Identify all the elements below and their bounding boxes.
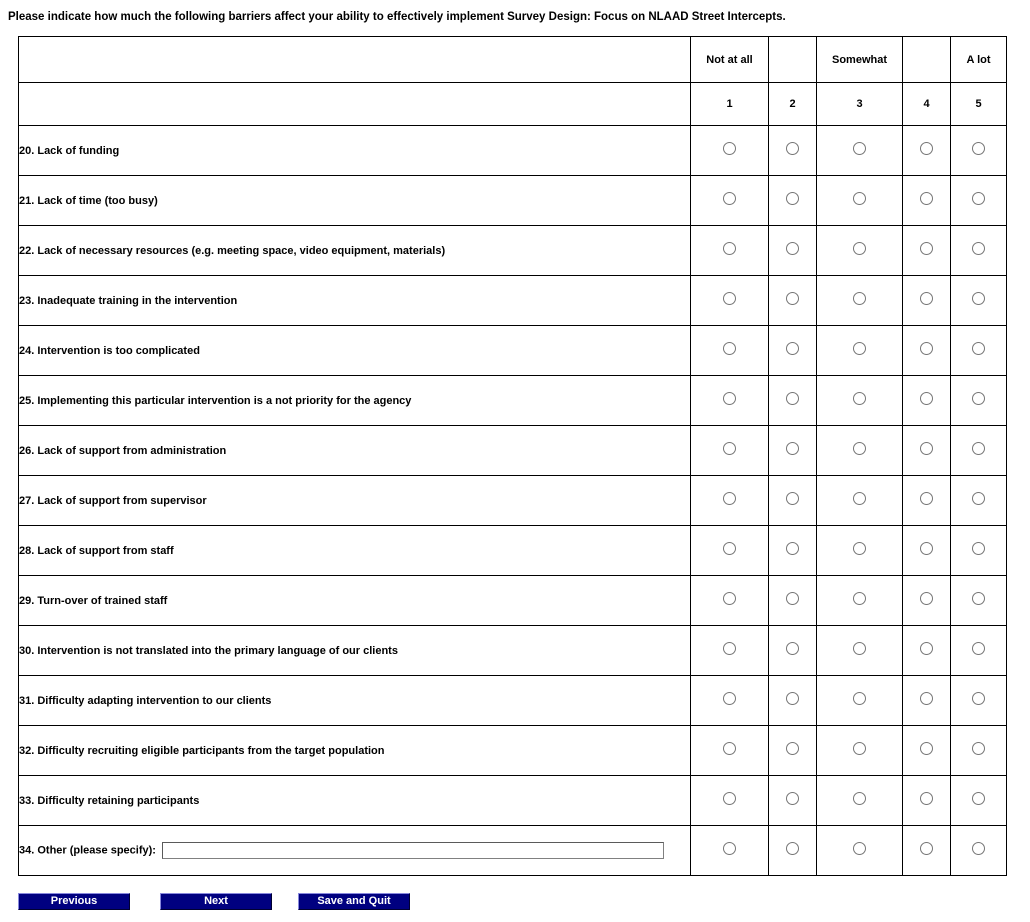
radio-option-4[interactable] — [920, 342, 933, 355]
radio-cell — [691, 276, 769, 326]
table-body — [19, 126, 1007, 876]
question-cell — [19, 326, 691, 376]
radio-cell — [817, 476, 903, 526]
other-specify-input[interactable] — [162, 842, 664, 859]
table-row — [19, 126, 1007, 176]
radio-option-5[interactable] — [972, 692, 985, 705]
radio-cell — [903, 626, 951, 676]
barriers-table — [18, 36, 1007, 876]
radio-option-1[interactable] — [723, 742, 736, 755]
radio-option-2[interactable] — [786, 292, 799, 305]
question-cell — [19, 826, 691, 876]
radio-cell — [817, 626, 903, 676]
radio-option-5[interactable] — [972, 242, 985, 255]
radio-option-5[interactable] — [972, 542, 985, 555]
radio-cell — [903, 276, 951, 326]
radio-cell — [951, 176, 1007, 226]
radio-option-4[interactable] — [920, 842, 933, 855]
radio-cell — [769, 526, 817, 576]
scale-label-not-at-all: Not at all — [691, 37, 769, 83]
radio-option-1[interactable] — [723, 692, 736, 705]
radio-cell — [951, 526, 1007, 576]
radio-cell — [951, 726, 1007, 776]
radio-option-1[interactable] — [723, 492, 736, 505]
radio-cell — [691, 776, 769, 826]
radio-option-1[interactable] — [723, 342, 736, 355]
radio-cell — [903, 676, 951, 726]
radio-cell — [769, 426, 817, 476]
radio-cell — [769, 226, 817, 276]
radio-cell — [769, 826, 817, 876]
radio-cell — [903, 526, 951, 576]
table-row — [19, 426, 1007, 476]
question-label: 26. Lack of support from administration — [19, 444, 227, 457]
radio-option-2[interactable] — [786, 692, 799, 705]
table-row — [19, 676, 1007, 726]
radio-cell — [691, 126, 769, 176]
question-label: 21. Lack of time (too busy) — [19, 194, 158, 207]
radio-cell — [951, 426, 1007, 476]
radio-cell — [691, 476, 769, 526]
radio-cell — [769, 376, 817, 426]
radio-option-2[interactable] — [786, 842, 799, 855]
radio-cell — [951, 326, 1007, 376]
radio-cell — [817, 176, 903, 226]
radio-cell — [817, 676, 903, 726]
radio-cell — [769, 326, 817, 376]
radio-cell — [903, 426, 951, 476]
radio-cell — [691, 526, 769, 576]
question-label: 20. Lack of funding — [19, 144, 120, 157]
scale-label-a-lot: A lot — [951, 37, 1007, 83]
radio-cell — [769, 626, 817, 676]
radio-option-2[interactable] — [786, 592, 799, 605]
question-label: 32. Difficulty recruiting eligible participants from the target population — [19, 744, 385, 757]
radio-cell — [817, 326, 903, 376]
question-label: 29. Turn-over of trained staff — [19, 594, 168, 607]
radio-cell — [903, 826, 951, 876]
scale-label-row — [19, 37, 1007, 83]
question-label: 27. Lack of support from supervisor — [19, 494, 207, 507]
radio-option-5[interactable] — [972, 292, 985, 305]
radio-option-1[interactable] — [723, 442, 736, 455]
question-cell — [19, 126, 691, 176]
radio-cell — [691, 676, 769, 726]
radio-cell — [769, 676, 817, 726]
radio-option-3[interactable] — [853, 292, 866, 305]
radio-cell — [817, 126, 903, 176]
radio-option-5[interactable] — [972, 842, 985, 855]
radio-cell — [903, 376, 951, 426]
radio-cell — [817, 226, 903, 276]
radio-option-3[interactable] — [853, 642, 866, 655]
table-row — [19, 376, 1007, 426]
question-label: 28. Lack of support from staff — [19, 544, 174, 557]
radio-option-3[interactable] — [853, 492, 866, 505]
radio-cell — [951, 676, 1007, 726]
radio-option-5[interactable] — [972, 192, 985, 205]
radio-option-4[interactable] — [920, 492, 933, 505]
radio-cell — [903, 226, 951, 276]
radio-cell — [817, 576, 903, 626]
radio-option-5[interactable] — [972, 792, 985, 805]
question-label: 22. Lack of necessary resources (e.g. meeting space, video equipment, materials) — [19, 244, 446, 257]
radio-cell — [691, 626, 769, 676]
radio-option-2[interactable] — [786, 392, 799, 405]
previous-button[interactable]: Previous — [18, 893, 130, 910]
radio-cell — [817, 776, 903, 826]
scale-number-row — [19, 83, 1007, 126]
radio-cell — [951, 576, 1007, 626]
radio-option-5[interactable] — [972, 442, 985, 455]
question-cell — [19, 576, 691, 626]
scale-number-2: 2 — [769, 83, 817, 126]
radio-option-1[interactable] — [723, 142, 736, 155]
radio-option-1[interactable] — [723, 292, 736, 305]
radio-cell — [951, 126, 1007, 176]
header-empty-cell — [19, 83, 691, 126]
radio-option-1[interactable] — [723, 242, 736, 255]
radio-option-4[interactable] — [920, 192, 933, 205]
question-label: 34. Other (please specify): — [19, 844, 156, 857]
radio-option-2[interactable] — [786, 742, 799, 755]
question-cell — [19, 726, 691, 776]
radio-option-1[interactable] — [723, 392, 736, 405]
radio-cell — [691, 326, 769, 376]
table-row — [19, 776, 1007, 826]
radio-cell — [903, 576, 951, 626]
table-row — [19, 526, 1007, 576]
radio-cell — [817, 376, 903, 426]
radio-option-4[interactable] — [920, 592, 933, 605]
radio-option-1[interactable] — [723, 542, 736, 555]
radio-cell — [817, 826, 903, 876]
radio-option-3[interactable] — [853, 242, 866, 255]
radio-cell — [691, 176, 769, 226]
radio-option-5[interactable] — [972, 642, 985, 655]
radio-cell — [769, 726, 817, 776]
radio-option-5[interactable] — [972, 392, 985, 405]
radio-option-3[interactable] — [853, 142, 866, 155]
radio-option-3[interactable] — [853, 592, 866, 605]
radio-cell — [691, 426, 769, 476]
radio-option-4[interactable] — [920, 642, 933, 655]
page-instruction: Please indicate how much the following barriers affect your ability to effectively implement Survey Design: Focus on NLAAD Street Intercepts. — [8, 11, 786, 23]
radio-option-4[interactable] — [920, 442, 933, 455]
question-label: 24. Intervention is too complicated — [19, 344, 200, 357]
table-row — [19, 326, 1007, 376]
table-row — [19, 276, 1007, 326]
radio-option-3[interactable] — [853, 742, 866, 755]
table-row — [19, 576, 1007, 626]
radio-option-3[interactable] — [853, 442, 866, 455]
radio-option-4[interactable] — [920, 242, 933, 255]
radio-cell — [903, 176, 951, 226]
radio-cell — [769, 476, 817, 526]
scale-number-1: 1 — [691, 83, 769, 126]
question-cell — [19, 176, 691, 226]
radio-cell — [903, 126, 951, 176]
radio-cell — [903, 726, 951, 776]
radio-option-4[interactable] — [920, 792, 933, 805]
radio-cell — [691, 376, 769, 426]
save-and-quit-button[interactable]: Save and Quit — [298, 893, 410, 910]
radio-option-4[interactable] — [920, 542, 933, 555]
radio-option-3[interactable] — [853, 542, 866, 555]
radio-option-1[interactable] — [723, 842, 736, 855]
radio-cell — [951, 776, 1007, 826]
radio-option-2[interactable] — [786, 442, 799, 455]
scale-number-5: 5 — [951, 83, 1007, 126]
radio-cell — [769, 276, 817, 326]
radio-option-3[interactable] — [853, 192, 866, 205]
scale-number-4: 4 — [903, 83, 951, 126]
question-cell — [19, 426, 691, 476]
table-row — [19, 726, 1007, 776]
radio-option-3[interactable] — [853, 792, 866, 805]
scale-number-3: 3 — [817, 83, 903, 126]
scale-label-blank-2 — [769, 37, 817, 83]
radio-cell — [817, 726, 903, 776]
radio-option-5[interactable] — [972, 742, 985, 755]
next-button[interactable]: Next — [160, 893, 272, 910]
radio-option-3[interactable] — [853, 842, 866, 855]
radio-option-5[interactable] — [972, 342, 985, 355]
radio-option-4[interactable] — [920, 392, 933, 405]
radio-option-5[interactable] — [972, 592, 985, 605]
radio-option-2[interactable] — [786, 492, 799, 505]
navigation-buttons — [18, 893, 1030, 910]
radio-option-2[interactable] — [786, 192, 799, 205]
question-label: 31. Difficulty adapting intervention to our clients — [19, 694, 272, 707]
question-label: 30. Intervention is not translated into the primary language of our clients — [19, 644, 398, 657]
radio-cell — [951, 476, 1007, 526]
radio-option-1[interactable] — [723, 642, 736, 655]
radio-option-5[interactable] — [972, 492, 985, 505]
radio-option-4[interactable] — [920, 742, 933, 755]
question-cell — [19, 626, 691, 676]
question-cell — [19, 526, 691, 576]
radio-cell — [769, 126, 817, 176]
radio-cell — [691, 726, 769, 776]
radio-option-2[interactable] — [786, 142, 799, 155]
scale-label-blank-4 — [903, 37, 951, 83]
question-cell — [19, 226, 691, 276]
radio-cell — [817, 526, 903, 576]
radio-option-5[interactable] — [972, 142, 985, 155]
radio-cell — [817, 276, 903, 326]
question-cell — [19, 476, 691, 526]
table-row — [19, 626, 1007, 676]
question-cell — [19, 376, 691, 426]
radio-cell — [769, 576, 817, 626]
table-row — [19, 176, 1007, 226]
table-row — [19, 826, 1007, 876]
question-cell — [19, 776, 691, 826]
radio-option-3[interactable] — [853, 392, 866, 405]
radio-option-3[interactable] — [853, 692, 866, 705]
radio-option-4[interactable] — [920, 692, 933, 705]
radio-option-2[interactable] — [786, 792, 799, 805]
question-label: 25. Implementing this particular intervention is a not priority for the agency — [19, 394, 412, 407]
radio-option-4[interactable] — [920, 292, 933, 305]
header-empty-cell — [19, 37, 691, 83]
radio-cell — [817, 426, 903, 476]
radio-cell — [691, 826, 769, 876]
radio-option-4[interactable] — [920, 142, 933, 155]
radio-cell — [951, 226, 1007, 276]
radio-cell — [769, 776, 817, 826]
question-cell — [19, 676, 691, 726]
radio-cell — [903, 476, 951, 526]
question-label: 33. Difficulty retaining participants — [19, 794, 200, 807]
radio-cell — [769, 176, 817, 226]
radio-option-2[interactable] — [786, 242, 799, 255]
table-row — [19, 476, 1007, 526]
table-row — [19, 226, 1007, 276]
scale-label-somewhat: Somewhat — [817, 37, 903, 83]
question-cell — [19, 276, 691, 326]
radio-option-2[interactable] — [786, 542, 799, 555]
radio-cell — [951, 276, 1007, 326]
radio-option-3[interactable] — [853, 342, 866, 355]
radio-option-1[interactable] — [723, 192, 736, 205]
radio-option-1[interactable] — [723, 792, 736, 805]
radio-cell — [691, 576, 769, 626]
radio-cell — [951, 826, 1007, 876]
question-label: 23. Inadequate training in the intervention — [19, 294, 238, 307]
radio-cell — [903, 326, 951, 376]
radio-cell — [951, 626, 1007, 676]
radio-cell — [951, 376, 1007, 426]
radio-cell — [903, 776, 951, 826]
radio-option-2[interactable] — [786, 642, 799, 655]
radio-cell — [691, 226, 769, 276]
radio-option-1[interactable] — [723, 592, 736, 605]
radio-option-2[interactable] — [786, 342, 799, 355]
